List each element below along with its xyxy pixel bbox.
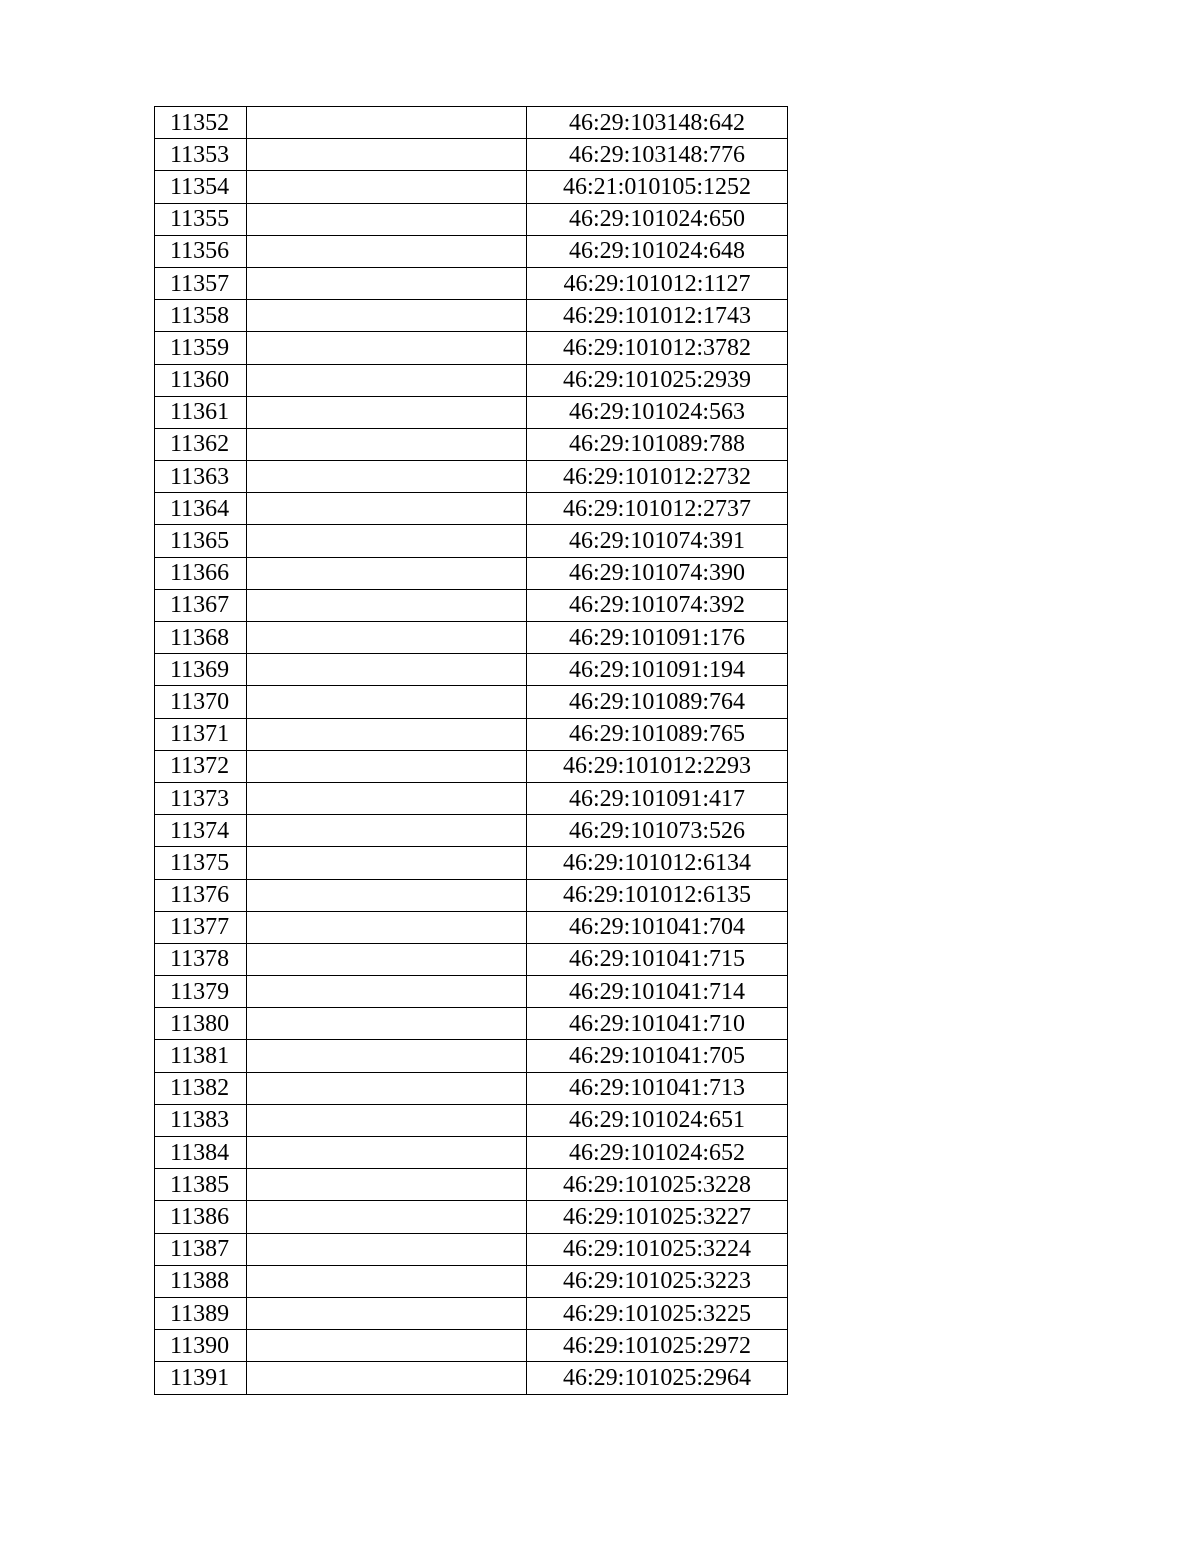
row-number-cell: 11354 bbox=[155, 171, 247, 203]
empty-cell bbox=[247, 1265, 527, 1297]
table-row bbox=[155, 686, 788, 718]
empty-cell bbox=[247, 654, 527, 686]
row-number-cell: 11358 bbox=[155, 300, 247, 332]
row-number-cell: 11366 bbox=[155, 557, 247, 589]
row-number-cell: 11359 bbox=[155, 332, 247, 364]
row-number-cell: 11388 bbox=[155, 1265, 247, 1297]
empty-cell bbox=[247, 1040, 527, 1072]
empty-cell bbox=[247, 1201, 527, 1233]
cadastral-number-cell: 46:29:101091:176 bbox=[527, 622, 788, 654]
row-number-cell: 11376 bbox=[155, 879, 247, 911]
table-row bbox=[155, 396, 788, 428]
row-number-cell: 11360 bbox=[155, 364, 247, 396]
empty-cell bbox=[247, 879, 527, 911]
empty-cell bbox=[247, 750, 527, 782]
table-row bbox=[155, 718, 788, 750]
cadastral-number-cell: 46:29:101074:391 bbox=[527, 525, 788, 557]
cadastral-number-cell: 46:29:101089:764 bbox=[527, 686, 788, 718]
cadastral-number-cell: 46:29:101012:6135 bbox=[527, 879, 788, 911]
cadastral-number-cell: 46:29:101025:3224 bbox=[527, 1233, 788, 1265]
row-number-cell: 11361 bbox=[155, 396, 247, 428]
empty-cell bbox=[247, 525, 527, 557]
table-row bbox=[155, 107, 788, 139]
row-number-cell: 11384 bbox=[155, 1137, 247, 1169]
table-row bbox=[155, 750, 788, 782]
empty-cell bbox=[247, 235, 527, 267]
table-row bbox=[155, 493, 788, 525]
row-number-cell: 11372 bbox=[155, 750, 247, 782]
cadastral-registry-table bbox=[154, 106, 788, 1395]
empty-cell bbox=[247, 364, 527, 396]
row-number-cell: 11352 bbox=[155, 107, 247, 139]
empty-cell bbox=[247, 847, 527, 879]
cadastral-number-cell: 46:29:101091:194 bbox=[527, 654, 788, 686]
empty-cell bbox=[247, 461, 527, 493]
empty-cell bbox=[247, 396, 527, 428]
cadastral-number-cell: 46:29:101024:651 bbox=[527, 1104, 788, 1136]
empty-cell bbox=[247, 1297, 527, 1329]
cadastral-number-cell: 46:29:101025:2939 bbox=[527, 364, 788, 396]
row-number-cell: 11382 bbox=[155, 1072, 247, 1104]
empty-cell bbox=[247, 557, 527, 589]
empty-cell bbox=[247, 171, 527, 203]
table-row bbox=[155, 1104, 788, 1136]
row-number-cell: 11379 bbox=[155, 976, 247, 1008]
row-number-cell: 11362 bbox=[155, 428, 247, 460]
cadastral-number-cell: 46:29:101024:563 bbox=[527, 396, 788, 428]
cadastral-number-cell: 46:29:101025:3223 bbox=[527, 1265, 788, 1297]
cadastral-number-cell: 46:29:101024:652 bbox=[527, 1137, 788, 1169]
cadastral-number-cell: 46:29:101012:1127 bbox=[527, 267, 788, 299]
cadastral-number-cell: 46:29:101089:788 bbox=[527, 428, 788, 460]
table-row bbox=[155, 879, 788, 911]
row-number-cell: 11385 bbox=[155, 1169, 247, 1201]
row-number-cell: 11380 bbox=[155, 1008, 247, 1040]
cadastral-number-cell: 46:29:101012:2737 bbox=[527, 493, 788, 525]
row-number-cell: 11374 bbox=[155, 815, 247, 847]
row-number-cell: 11391 bbox=[155, 1362, 247, 1394]
empty-cell bbox=[247, 139, 527, 171]
empty-cell bbox=[247, 1169, 527, 1201]
cadastral-number-cell: 46:29:101073:526 bbox=[527, 815, 788, 847]
empty-cell bbox=[247, 1008, 527, 1040]
cadastral-number-cell: 46:29:101041:715 bbox=[527, 943, 788, 975]
table-row bbox=[155, 1137, 788, 1169]
cadastral-number-cell: 46:29:101024:648 bbox=[527, 235, 788, 267]
table-row bbox=[155, 461, 788, 493]
empty-cell bbox=[247, 203, 527, 235]
row-number-cell: 11364 bbox=[155, 493, 247, 525]
row-number-cell: 11377 bbox=[155, 911, 247, 943]
row-number-cell: 11390 bbox=[155, 1330, 247, 1362]
row-number-cell: 11386 bbox=[155, 1201, 247, 1233]
empty-cell bbox=[247, 686, 527, 718]
empty-cell bbox=[247, 1137, 527, 1169]
table-row bbox=[155, 943, 788, 975]
table-row bbox=[155, 654, 788, 686]
cadastral-number-cell: 46:29:101041:704 bbox=[527, 911, 788, 943]
cadastral-number-cell: 46:29:101012:2293 bbox=[527, 750, 788, 782]
row-number-cell: 11375 bbox=[155, 847, 247, 879]
row-number-cell: 11381 bbox=[155, 1040, 247, 1072]
empty-cell bbox=[247, 782, 527, 814]
empty-cell bbox=[247, 493, 527, 525]
empty-cell bbox=[247, 815, 527, 847]
table-row bbox=[155, 332, 788, 364]
table-row bbox=[155, 525, 788, 557]
table-row bbox=[155, 235, 788, 267]
table-row bbox=[155, 171, 788, 203]
table-row bbox=[155, 782, 788, 814]
table-row bbox=[155, 976, 788, 1008]
cadastral-number-cell: 46:29:101012:2732 bbox=[527, 461, 788, 493]
table-row bbox=[155, 1297, 788, 1329]
table-row bbox=[155, 1169, 788, 1201]
cadastral-number-cell: 46:29:101012:1743 bbox=[527, 300, 788, 332]
table-row bbox=[155, 1008, 788, 1040]
row-number-cell: 11365 bbox=[155, 525, 247, 557]
cadastral-number-cell: 46:29:101074:392 bbox=[527, 589, 788, 621]
table-row bbox=[155, 1040, 788, 1072]
table-row bbox=[155, 1072, 788, 1104]
cadastral-number-cell: 46:29:101012:3782 bbox=[527, 332, 788, 364]
empty-cell bbox=[247, 107, 527, 139]
row-number-cell: 11378 bbox=[155, 943, 247, 975]
cadastral-number-cell: 46:29:101024:650 bbox=[527, 203, 788, 235]
row-number-cell: 11370 bbox=[155, 686, 247, 718]
table-row bbox=[155, 139, 788, 171]
table-row bbox=[155, 300, 788, 332]
empty-cell bbox=[247, 267, 527, 299]
cadastral-number-cell: 46:29:101025:3227 bbox=[527, 1201, 788, 1233]
empty-cell bbox=[247, 428, 527, 460]
cadastral-number-cell: 46:21:010105:1252 bbox=[527, 171, 788, 203]
cadastral-number-cell: 46:29:101074:390 bbox=[527, 557, 788, 589]
cadastral-number-cell: 46:29:101041:714 bbox=[527, 976, 788, 1008]
table-row bbox=[155, 1201, 788, 1233]
empty-cell bbox=[247, 1233, 527, 1265]
cadastral-number-cell: 46:29:101041:705 bbox=[527, 1040, 788, 1072]
row-number-cell: 11355 bbox=[155, 203, 247, 235]
table-row bbox=[155, 428, 788, 460]
row-number-cell: 11383 bbox=[155, 1104, 247, 1136]
empty-cell bbox=[247, 1104, 527, 1136]
cadastral-number-cell: 46:29:101025:2964 bbox=[527, 1362, 788, 1394]
empty-cell bbox=[247, 718, 527, 750]
table-row bbox=[155, 911, 788, 943]
empty-cell bbox=[247, 976, 527, 1008]
cadastral-number-cell: 46:29:101012:6134 bbox=[527, 847, 788, 879]
cadastral-number-cell: 46:29:101025:3228 bbox=[527, 1169, 788, 1201]
table-row bbox=[155, 815, 788, 847]
empty-cell bbox=[247, 943, 527, 975]
cadastral-number-cell: 46:29:101041:710 bbox=[527, 1008, 788, 1040]
row-number-cell: 11367 bbox=[155, 589, 247, 621]
cadastral-number-cell: 46:29:103148:642 bbox=[527, 107, 788, 139]
row-number-cell: 11363 bbox=[155, 461, 247, 493]
row-number-cell: 11356 bbox=[155, 235, 247, 267]
empty-cell bbox=[247, 1362, 527, 1394]
table-row bbox=[155, 1362, 788, 1394]
table-row bbox=[155, 1330, 788, 1362]
row-number-cell: 11353 bbox=[155, 139, 247, 171]
empty-cell bbox=[247, 332, 527, 364]
table-row bbox=[155, 557, 788, 589]
row-number-cell: 11371 bbox=[155, 718, 247, 750]
table-row bbox=[155, 1233, 788, 1265]
empty-cell bbox=[247, 1330, 527, 1362]
table-row bbox=[155, 203, 788, 235]
row-number-cell: 11389 bbox=[155, 1297, 247, 1329]
cadastral-number-cell: 46:29:101025:3225 bbox=[527, 1297, 788, 1329]
empty-cell bbox=[247, 911, 527, 943]
cadastral-number-cell: 46:29:101041:713 bbox=[527, 1072, 788, 1104]
empty-cell bbox=[247, 300, 527, 332]
cadastral-number-cell: 46:29:103148:776 bbox=[527, 139, 788, 171]
table-row bbox=[155, 847, 788, 879]
cadastral-number-cell: 46:29:101025:2972 bbox=[527, 1330, 788, 1362]
row-number-cell: 11369 bbox=[155, 654, 247, 686]
row-number-cell: 11373 bbox=[155, 782, 247, 814]
empty-cell bbox=[247, 622, 527, 654]
table-row bbox=[155, 589, 788, 621]
row-number-cell: 11387 bbox=[155, 1233, 247, 1265]
empty-cell bbox=[247, 589, 527, 621]
table-row bbox=[155, 267, 788, 299]
table-row bbox=[155, 364, 788, 396]
table-row bbox=[155, 622, 788, 654]
table-row bbox=[155, 1265, 788, 1297]
empty-cell bbox=[247, 1072, 527, 1104]
row-number-cell: 11368 bbox=[155, 622, 247, 654]
registry-table-body bbox=[155, 107, 788, 1395]
cadastral-number-cell: 46:29:101089:765 bbox=[527, 718, 788, 750]
row-number-cell: 11357 bbox=[155, 267, 247, 299]
cadastral-number-cell: 46:29:101091:417 bbox=[527, 782, 788, 814]
